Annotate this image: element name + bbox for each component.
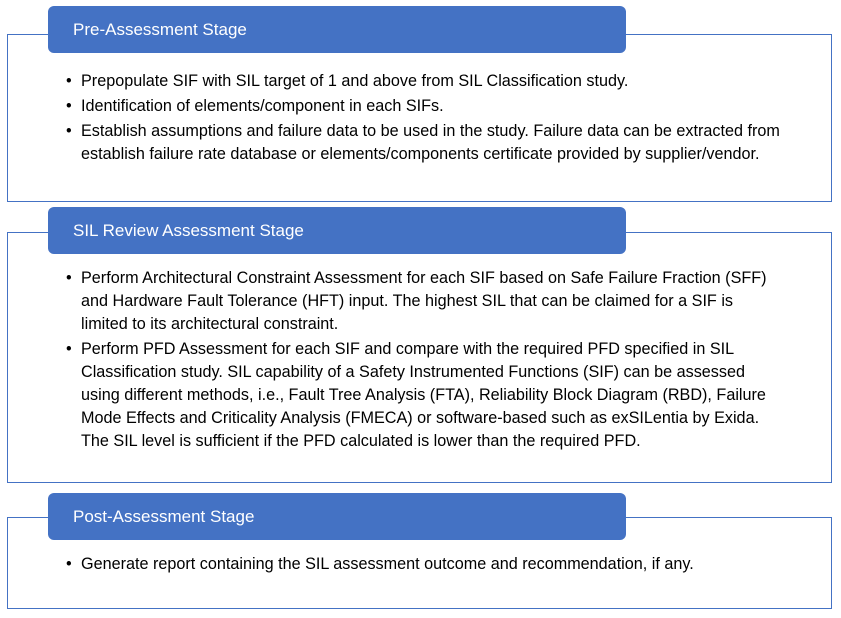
- list-item: • Identification of elements/component in each SIFs.: [65, 95, 780, 118]
- list-item: • Establish assumptions and failure data to be used in the study. Failure data can be extracted from establish failure rate database or elements/components certificate provided by supplier/vendor.: [65, 120, 780, 166]
- sil-review-stage-title: SIL Review Assessment Stage: [48, 207, 626, 254]
- sil-review-bullet-list: [65, 267, 780, 455]
- list-item: • Perform PFD Assessment for each SIF and compare with the required PFD specified in SIL Classification study. SIL capability of a Safety Instrumented Functions (SIF) can be assessed using different methods, i.e., Fault Tree Analysis (FTA), Reliability Block Diagram (RBD), Failure Mode Effects and Criticality Analysis (FMECA) or software-based such as exSILentia by Exida. The SIL level is sufficient if the PFD calculated is lower than the required PFD.: [65, 338, 780, 453]
- list-item: • Perform Architectural Constraint Assessment for each SIF based on Safe Failure Fraction (SFF) and Hardware Fault Tolerance (HFT) input. The highest SIL that can be claimed for a SIF is limited to its architectural constraint.: [65, 267, 780, 336]
- pre-assessment-stage-title: Pre-Assessment Stage: [48, 6, 626, 53]
- post-assessment-bullet-list: [65, 553, 780, 578]
- list-item: • Generate report containing the SIL assessment outcome and recommendation, if any.: [65, 553, 780, 576]
- list-item: • Prepopulate SIF with SIL target of 1 and above from SIL Classification study.: [65, 70, 780, 93]
- pre-assessment-bullet-list: [65, 70, 780, 168]
- post-assessment-stage-title: Post-Assessment Stage: [48, 493, 626, 540]
